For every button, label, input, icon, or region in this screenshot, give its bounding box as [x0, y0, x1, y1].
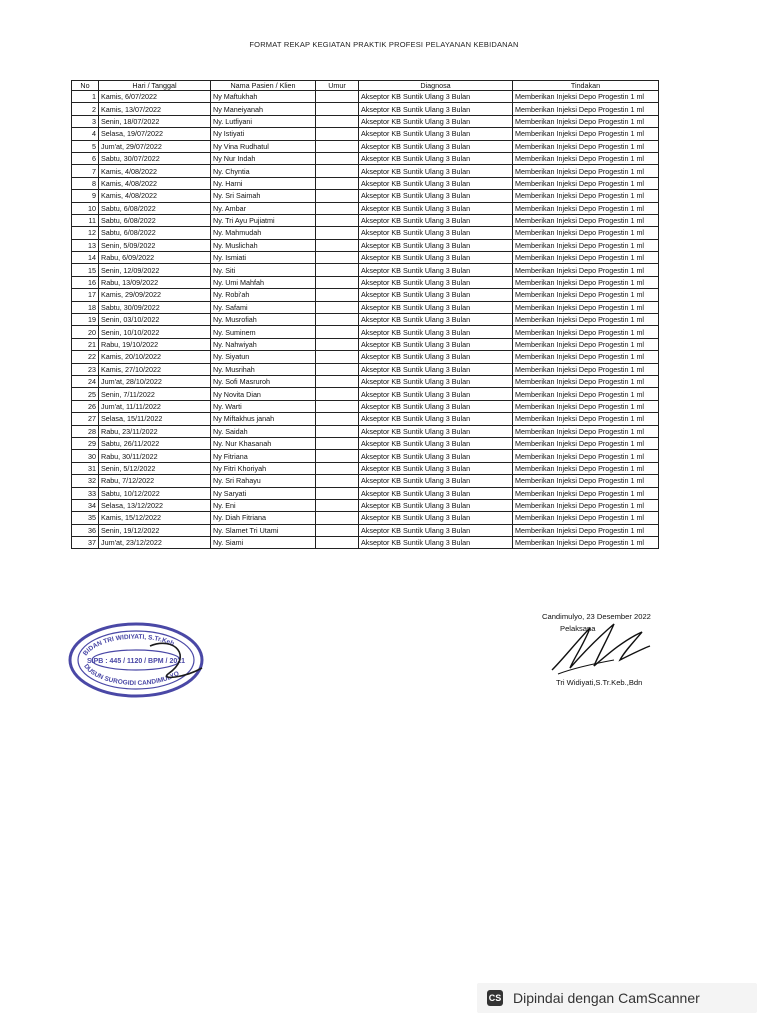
row-patient-name: Ny. Ambar [211, 202, 316, 214]
row-date: Sabtu, 10/12/2022 [99, 487, 211, 499]
row-action: Memberikan Injeksi Depo Progestin 1 ml [513, 252, 659, 264]
row-age [316, 413, 359, 425]
row-age [316, 289, 359, 301]
row-patient-name: Ny Nur Indah [211, 152, 316, 164]
row-age [316, 400, 359, 412]
row-action: Memberikan Injeksi Depo Progestin 1 ml [513, 400, 659, 412]
table-row [72, 363, 659, 375]
row-diagnosis: Akseptor KB Suntik Ulang 3 Bulan [359, 487, 513, 499]
recap-table [71, 80, 659, 549]
row-action: Memberikan Injeksi Depo Progestin 1 ml [513, 475, 659, 487]
row-diagnosis: Akseptor KB Suntik Ulang 3 Bulan [359, 524, 513, 536]
row-diagnosis: Akseptor KB Suntik Ulang 3 Bulan [359, 475, 513, 487]
table-row [72, 413, 659, 425]
row-action: Memberikan Injeksi Depo Progestin 1 ml [513, 128, 659, 140]
row-diagnosis: Akseptor KB Suntik Ulang 3 Bulan [359, 326, 513, 338]
svg-text:DUSUN SUROGIDI CANDIMULYO: DUSUN SUROGIDI CANDIMULYO [82, 662, 181, 688]
row-date: Senin, 19/12/2022 [99, 524, 211, 536]
row-patient-name: Ny. Umi Mahfah [211, 276, 316, 288]
row-age [316, 537, 359, 549]
row-patient-name: Ny. Musrofiah [211, 314, 316, 326]
table-row [72, 165, 659, 177]
row-date: Kamis, 20/10/2022 [99, 351, 211, 363]
row-patient-name: Ny. Diah Fitriana [211, 512, 316, 524]
row-no: 29 [72, 437, 99, 449]
row-date: Rabu, 23/11/2022 [99, 425, 211, 437]
table-row [72, 400, 659, 412]
row-date: Sabtu, 30/09/2022 [99, 301, 211, 313]
row-no: 9 [72, 190, 99, 202]
row-diagnosis: Akseptor KB Suntik Ulang 3 Bulan [359, 400, 513, 412]
row-age [316, 301, 359, 313]
row-age [316, 475, 359, 487]
row-no: 36 [72, 524, 99, 536]
table-row [72, 91, 659, 103]
row-diagnosis: Akseptor KB Suntik Ulang 3 Bulan [359, 413, 513, 425]
table-row [72, 437, 659, 449]
row-no: 31 [72, 462, 99, 474]
row-diagnosis: Akseptor KB Suntik Ulang 3 Bulan [359, 450, 513, 462]
row-no: 20 [72, 326, 99, 338]
row-age [316, 264, 359, 276]
row-date: Rabu, 7/12/2022 [99, 475, 211, 487]
row-no: 35 [72, 512, 99, 524]
row-action: Memberikan Injeksi Depo Progestin 1 ml [513, 524, 659, 536]
table-row [72, 388, 659, 400]
row-action: Memberikan Injeksi Depo Progestin 1 ml [513, 301, 659, 313]
row-date: Kamis, 4/08/2022 [99, 190, 211, 202]
row-diagnosis: Akseptor KB Suntik Ulang 3 Bulan [359, 227, 513, 239]
row-age [316, 338, 359, 350]
row-date: Rabu, 30/11/2022 [99, 450, 211, 462]
row-no: 8 [72, 177, 99, 189]
row-date: Kamis, 27/10/2022 [99, 363, 211, 375]
table-row [72, 351, 659, 363]
row-age [316, 128, 359, 140]
row-date: Sabtu, 6/08/2022 [99, 214, 211, 226]
row-patient-name: Ny. Mahmudah [211, 227, 316, 239]
row-diagnosis: Akseptor KB Suntik Ulang 3 Bulan [359, 115, 513, 127]
row-age [316, 326, 359, 338]
row-age [316, 91, 359, 103]
row-age [316, 499, 359, 511]
row-no: 34 [72, 499, 99, 511]
row-diagnosis: Akseptor KB Suntik Ulang 3 Bulan [359, 152, 513, 164]
row-action: Memberikan Injeksi Depo Progestin 1 ml [513, 338, 659, 350]
row-no: 30 [72, 450, 99, 462]
table-row [72, 202, 659, 214]
row-date: Sabtu, 6/08/2022 [99, 227, 211, 239]
row-date: Senin, 5/09/2022 [99, 239, 211, 251]
row-action: Memberikan Injeksi Depo Progestin 1 ml [513, 264, 659, 276]
row-patient-name: Ny Novita Dian [211, 388, 316, 400]
row-diagnosis: Akseptor KB Suntik Ulang 3 Bulan [359, 314, 513, 326]
row-action: Memberikan Injeksi Depo Progestin 1 ml [513, 314, 659, 326]
row-diagnosis: Akseptor KB Suntik Ulang 3 Bulan [359, 103, 513, 115]
row-no: 25 [72, 388, 99, 400]
row-date: Jum'at, 11/11/2022 [99, 400, 211, 412]
row-no: 19 [72, 314, 99, 326]
table-row [72, 276, 659, 288]
row-no: 22 [72, 351, 99, 363]
camscanner-icon: CS [487, 990, 503, 1006]
header-date: Hari / Tanggal [99, 81, 211, 91]
row-date: Senin, 5/12/2022 [99, 462, 211, 474]
table-row [72, 425, 659, 437]
table-row [72, 289, 659, 301]
row-action: Memberikan Injeksi Depo Progestin 1 ml [513, 140, 659, 152]
row-age [316, 227, 359, 239]
table-row [72, 190, 659, 202]
row-patient-name: Ny. Suminem [211, 326, 316, 338]
row-age [316, 239, 359, 251]
row-action: Memberikan Injeksi Depo Progestin 1 ml [513, 190, 659, 202]
row-patient-name: Ny. Slamet Tri Utami [211, 524, 316, 536]
table-row [72, 326, 659, 338]
table-header-row [72, 81, 659, 91]
stamp-seal-icon [64, 616, 214, 706]
row-patient-name: Ny. Tri Ayu Pujiatmi [211, 214, 316, 226]
row-date: Senin, 03/10/2022 [99, 314, 211, 326]
row-patient-name: Ny. Sofi Masruroh [211, 375, 316, 387]
table-row [72, 103, 659, 115]
row-diagnosis: Akseptor KB Suntik Ulang 3 Bulan [359, 140, 513, 152]
row-age [316, 450, 359, 462]
row-no: 1 [72, 91, 99, 103]
row-patient-name: Ny Vina Rudhatul [211, 140, 316, 152]
row-diagnosis: Akseptor KB Suntik Ulang 3 Bulan [359, 276, 513, 288]
row-date: Senin, 18/07/2022 [99, 115, 211, 127]
row-no: 18 [72, 301, 99, 313]
table-row [72, 314, 659, 326]
row-diagnosis: Akseptor KB Suntik Ulang 3 Bulan [359, 239, 513, 251]
row-patient-name: Ny. Siami [211, 537, 316, 549]
table-row [72, 487, 659, 499]
row-age [316, 437, 359, 449]
row-date: Senin, 7/11/2022 [99, 388, 211, 400]
table-row [72, 252, 659, 264]
row-action: Memberikan Injeksi Depo Progestin 1 ml [513, 276, 659, 288]
row-diagnosis: Akseptor KB Suntik Ulang 3 Bulan [359, 375, 513, 387]
row-action: Memberikan Injeksi Depo Progestin 1 ml [513, 289, 659, 301]
table-row [72, 475, 659, 487]
row-age [316, 202, 359, 214]
row-patient-name: Ny. Warti [211, 400, 316, 412]
row-date: Senin, 12/09/2022 [99, 264, 211, 276]
row-diagnosis: Akseptor KB Suntik Ulang 3 Bulan [359, 214, 513, 226]
row-no: 24 [72, 375, 99, 387]
table-row [72, 450, 659, 462]
row-patient-name: Ny. Muslichah [211, 239, 316, 251]
row-age [316, 103, 359, 115]
row-diagnosis: Akseptor KB Suntik Ulang 3 Bulan [359, 165, 513, 177]
row-patient-name: Ny. Harni [211, 177, 316, 189]
row-date: Jum'at, 23/12/2022 [99, 537, 211, 549]
row-age [316, 425, 359, 437]
row-age [316, 140, 359, 152]
row-action: Memberikan Injeksi Depo Progestin 1 ml [513, 462, 659, 474]
row-diagnosis: Akseptor KB Suntik Ulang 3 Bulan [359, 190, 513, 202]
row-diagnosis: Akseptor KB Suntik Ulang 3 Bulan [359, 462, 513, 474]
row-action: Memberikan Injeksi Depo Progestin 1 ml [513, 512, 659, 524]
row-action: Memberikan Injeksi Depo Progestin 1 ml [513, 103, 659, 115]
row-date: Kamis, 13/07/2022 [99, 103, 211, 115]
row-age [316, 524, 359, 536]
row-date: Kamis, 6/07/2022 [99, 91, 211, 103]
row-patient-name: Ny Maneiyanah [211, 103, 316, 115]
table-row [72, 239, 659, 251]
row-age [316, 165, 359, 177]
row-no: 16 [72, 276, 99, 288]
row-no: 10 [72, 202, 99, 214]
row-no: 7 [72, 165, 99, 177]
row-action: Memberikan Injeksi Depo Progestin 1 ml [513, 177, 659, 189]
table-row [72, 537, 659, 549]
row-no: 27 [72, 413, 99, 425]
table-row [72, 140, 659, 152]
row-action: Memberikan Injeksi Depo Progestin 1 ml [513, 537, 659, 549]
row-age [316, 177, 359, 189]
header-action: Tindakan [513, 81, 659, 91]
row-action: Memberikan Injeksi Depo Progestin 1 ml [513, 425, 659, 437]
row-age [316, 351, 359, 363]
row-no: 28 [72, 425, 99, 437]
row-patient-name: Ny. Ismiati [211, 252, 316, 264]
row-action: Memberikan Injeksi Depo Progestin 1 ml [513, 437, 659, 449]
row-no: 37 [72, 537, 99, 549]
row-age [316, 214, 359, 226]
row-no: 23 [72, 363, 99, 375]
official-stamp [64, 616, 214, 706]
row-no: 11 [72, 214, 99, 226]
row-diagnosis: Akseptor KB Suntik Ulang 3 Bulan [359, 252, 513, 264]
table-row [72, 264, 659, 276]
row-age [316, 462, 359, 474]
row-patient-name: Ny. Nahwiyah [211, 338, 316, 350]
row-diagnosis: Akseptor KB Suntik Ulang 3 Bulan [359, 425, 513, 437]
scanner-watermark-text: Dipindai dengan CamScanner [513, 990, 700, 1006]
row-patient-name: Ny. Nur Khasanah [211, 437, 316, 449]
row-no: 14 [72, 252, 99, 264]
row-patient-name: Ny. Safami [211, 301, 316, 313]
row-patient-name: Ny. Siyatun [211, 351, 316, 363]
row-diagnosis: Akseptor KB Suntik Ulang 3 Bulan [359, 437, 513, 449]
row-patient-name: Ny. Chyntia [211, 165, 316, 177]
table-row [72, 462, 659, 474]
row-date: Sabtu, 26/11/2022 [99, 437, 211, 449]
row-action: Memberikan Injeksi Depo Progestin 1 ml [513, 326, 659, 338]
row-action: Memberikan Injeksi Depo Progestin 1 ml [513, 115, 659, 127]
row-diagnosis: Akseptor KB Suntik Ulang 3 Bulan [359, 351, 513, 363]
row-no: 4 [72, 128, 99, 140]
row-action: Memberikan Injeksi Depo Progestin 1 ml [513, 388, 659, 400]
signature-name: Tri Widiyati,S.Tr.Keb.,Bdn [556, 678, 643, 687]
row-action: Memberikan Injeksi Depo Progestin 1 ml [513, 165, 659, 177]
row-date: Rabu, 19/10/2022 [99, 338, 211, 350]
row-no: 21 [72, 338, 99, 350]
row-patient-name: Ny Miftakhus janah [211, 413, 316, 425]
row-date: Senin, 10/10/2022 [99, 326, 211, 338]
row-action: Memberikan Injeksi Depo Progestin 1 ml [513, 499, 659, 511]
row-diagnosis: Akseptor KB Suntik Ulang 3 Bulan [359, 202, 513, 214]
row-action: Memberikan Injeksi Depo Progestin 1 ml [513, 152, 659, 164]
row-diagnosis: Akseptor KB Suntik Ulang 3 Bulan [359, 338, 513, 350]
row-age [316, 487, 359, 499]
handwritten-signature [544, 618, 654, 678]
table-row [72, 214, 659, 226]
row-date: Selasa, 19/07/2022 [99, 128, 211, 140]
row-patient-name: Ny. Saidah [211, 425, 316, 437]
row-date: Sabtu, 30/07/2022 [99, 152, 211, 164]
row-action: Memberikan Injeksi Depo Progestin 1 ml [513, 239, 659, 251]
signature-role: Pelaksana [560, 624, 596, 633]
svg-text:BIDAN TRI WIDIYATI, S.Tr.Keb: BIDAN TRI WIDIYATI, S.Tr.Keb [81, 633, 176, 658]
row-patient-name: Ny. Sri Saimah [211, 190, 316, 202]
header-name: Nama Pasien / Klien [211, 81, 316, 91]
header-no: No [72, 81, 99, 91]
table-row [72, 115, 659, 127]
row-age [316, 252, 359, 264]
row-patient-name: Ny. Robi'ah [211, 289, 316, 301]
row-date: Kamis, 29/09/2022 [99, 289, 211, 301]
row-age [316, 276, 359, 288]
row-patient-name: Ny Fitriana [211, 450, 316, 462]
row-diagnosis: Akseptor KB Suntik Ulang 3 Bulan [359, 388, 513, 400]
row-action: Memberikan Injeksi Depo Progestin 1 ml [513, 450, 659, 462]
row-age [316, 375, 359, 387]
row-action: Memberikan Injeksi Depo Progestin 1 ml [513, 375, 659, 387]
row-date: Kamis, 4/08/2022 [99, 165, 211, 177]
row-no: 6 [72, 152, 99, 164]
row-diagnosis: Akseptor KB Suntik Ulang 3 Bulan [359, 499, 513, 511]
table-row [72, 227, 659, 239]
row-patient-name: Ny Fitri Khoriyah [211, 462, 316, 474]
row-patient-name: Ny Istiyati [211, 128, 316, 140]
row-date: Rabu, 13/09/2022 [99, 276, 211, 288]
row-diagnosis: Akseptor KB Suntik Ulang 3 Bulan [359, 289, 513, 301]
row-age [316, 152, 359, 164]
row-age [316, 363, 359, 375]
row-patient-name: Ny. Lutfiyani [211, 115, 316, 127]
row-patient-name: Ny Saryati [211, 487, 316, 499]
table-row [72, 128, 659, 140]
table-row [72, 499, 659, 511]
row-action: Memberikan Injeksi Depo Progestin 1 ml [513, 214, 659, 226]
table-row [72, 177, 659, 189]
row-no: 33 [72, 487, 99, 499]
document-title: FORMAT REKAP KEGIATAN PRAKTIK PROFESI PELAYANAN KEBIDANAN [249, 40, 519, 49]
header-diagnosis: Diagnosa [359, 81, 513, 91]
row-no: 15 [72, 264, 99, 276]
row-date: Selasa, 13/12/2022 [99, 499, 211, 511]
row-date: Kamis, 15/12/2022 [99, 512, 211, 524]
row-age [316, 190, 359, 202]
scanner-watermark [477, 983, 757, 1013]
row-no: 13 [72, 239, 99, 251]
row-diagnosis: Akseptor KB Suntik Ulang 3 Bulan [359, 363, 513, 375]
row-no: 32 [72, 475, 99, 487]
row-no: 12 [72, 227, 99, 239]
signature-place-date: Candimulyo, 23 Desember 2022 [542, 612, 651, 621]
row-date: Jum'at, 28/10/2022 [99, 375, 211, 387]
header-age: Umur [316, 81, 359, 91]
row-date: Sabtu, 6/08/2022 [99, 202, 211, 214]
row-no: 17 [72, 289, 99, 301]
table-row [72, 338, 659, 350]
row-date: Selasa, 15/11/2022 [99, 413, 211, 425]
row-patient-name: Ny. Eni [211, 499, 316, 511]
row-no: 5 [72, 140, 99, 152]
row-diagnosis: Akseptor KB Suntik Ulang 3 Bulan [359, 537, 513, 549]
row-diagnosis: Akseptor KB Suntik Ulang 3 Bulan [359, 91, 513, 103]
row-patient-name: Ny Maftukhah [211, 91, 316, 103]
row-date: Jum'at, 29/07/2022 [99, 140, 211, 152]
row-action: Memberikan Injeksi Depo Progestin 1 ml [513, 487, 659, 499]
row-diagnosis: Akseptor KB Suntik Ulang 3 Bulan [359, 512, 513, 524]
row-diagnosis: Akseptor KB Suntik Ulang 3 Bulan [359, 177, 513, 189]
row-no: 3 [72, 115, 99, 127]
row-age [316, 314, 359, 326]
row-date: Kamis, 4/08/2022 [99, 177, 211, 189]
row-action: Memberikan Injeksi Depo Progestin 1 ml [513, 202, 659, 214]
row-action: Memberikan Injeksi Depo Progestin 1 ml [513, 91, 659, 103]
row-age [316, 115, 359, 127]
row-diagnosis: Akseptor KB Suntik Ulang 3 Bulan [359, 301, 513, 313]
table-row [72, 375, 659, 387]
row-patient-name: Ny. Sri Rahayu [211, 475, 316, 487]
row-diagnosis: Akseptor KB Suntik Ulang 3 Bulan [359, 264, 513, 276]
row-diagnosis: Akseptor KB Suntik Ulang 3 Bulan [359, 128, 513, 140]
table-row [72, 301, 659, 313]
table-row [72, 524, 659, 536]
table-row [72, 512, 659, 524]
svg-text:SIPB : 445 / 1120 / BPM / 2021: SIPB : 445 / 1120 / BPM / 2021 [86, 658, 186, 665]
row-action: Memberikan Injeksi Depo Progestin 1 ml [513, 227, 659, 239]
row-no: 2 [72, 103, 99, 115]
row-age [316, 388, 359, 400]
row-patient-name: Ny. Siti [211, 264, 316, 276]
row-no: 26 [72, 400, 99, 412]
row-action: Memberikan Injeksi Depo Progestin 1 ml [513, 351, 659, 363]
row-action: Memberikan Injeksi Depo Progestin 1 ml [513, 413, 659, 425]
row-date: Rabu, 6/09/2022 [99, 252, 211, 264]
row-age [316, 512, 359, 524]
table-row [72, 152, 659, 164]
row-patient-name: Ny. Musrihah [211, 363, 316, 375]
row-action: Memberikan Injeksi Depo Progestin 1 ml [513, 363, 659, 375]
